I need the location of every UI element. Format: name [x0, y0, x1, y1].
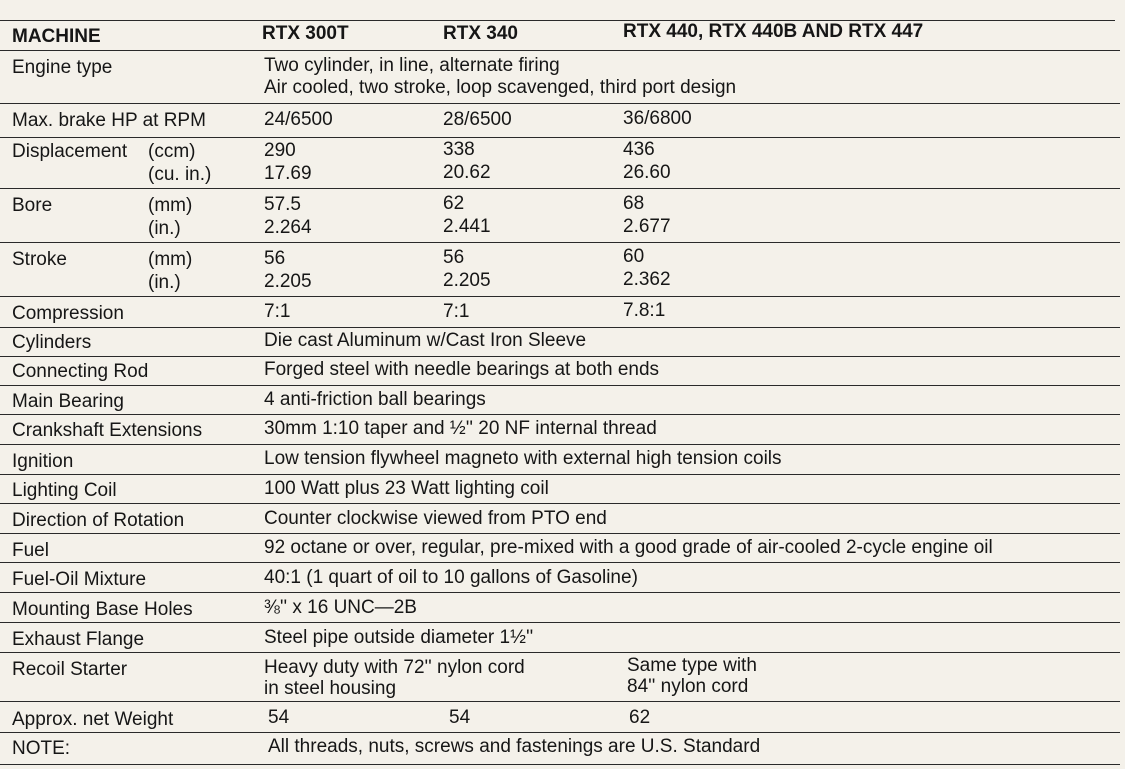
crankshaft-value: 30mm 1:10 taper and ½'' 20 NF internal thread	[264, 418, 657, 439]
stroke-rtx-340-in: 2.205	[443, 270, 491, 291]
connecting-rod-value: Forged steel with needle bearings at both ends	[264, 359, 660, 380]
displacement-unit-ccm: (ccm)	[148, 141, 196, 162]
rule	[0, 296, 1120, 297]
note-value: All threads, nuts, screws and fastenings are U.S. Standard	[268, 736, 761, 757]
crankshaft-label: Crankshaft Extensions	[12, 420, 203, 441]
exhaust-label: Exhaust Flange	[12, 629, 145, 650]
note-label: NOTE:	[12, 738, 71, 759]
rotation-value: Counter clockwise viewed from PTO end	[264, 508, 607, 529]
mounting-label: Mounting Base Holes	[12, 599, 193, 620]
header-rtx-440: RTX 440, RTX 440B AND RTX 447	[623, 21, 924, 42]
max-hp-rtx-440: 36/6800	[623, 108, 692, 129]
stroke-label: Stroke	[12, 249, 67, 270]
displacement-rtx-300t-ccm: 290	[264, 140, 296, 161]
rule	[0, 356, 1120, 357]
rule	[0, 444, 1120, 445]
connecting-rod-label: Connecting Rod	[12, 361, 149, 382]
bore-rtx-440-in: 2.677	[623, 216, 671, 237]
rule	[0, 414, 1120, 415]
recoil-rtx-300t-340-line2: in steel housing	[264, 678, 397, 699]
bore-rtx-340-mm: 62	[443, 193, 465, 214]
displacement-rtx-340-ccm: 338	[443, 139, 475, 160]
rule	[0, 652, 1120, 653]
lighting-coil-label: Lighting Coil	[12, 480, 117, 501]
compression-rtx-440: 7.8:1	[623, 300, 666, 321]
rule	[0, 503, 1120, 504]
max-hp-label: Max. brake HP at RPM	[12, 110, 206, 131]
mounting-value: ⅜'' x 16 UNC—2B	[264, 597, 417, 618]
cylinders-value: Die cast Aluminum w/Cast Iron Sleeve	[264, 330, 587, 351]
rule	[0, 533, 1120, 534]
lighting-coil-value: 100 Watt plus 23 Watt lighting coil	[264, 478, 549, 499]
ignition-value: Low tension flywheel magneto with external high tension coils	[264, 448, 782, 469]
bore-unit-mm: (mm)	[148, 195, 193, 216]
stroke-unit-mm: (mm)	[148, 249, 193, 270]
ignition-label: Ignition	[12, 451, 74, 472]
rule	[0, 385, 1120, 386]
max-hp-rtx-300t: 24/6500	[264, 109, 333, 130]
header-machine: MACHINE	[12, 26, 101, 47]
bore-rtx-300t-mm: 57.5	[264, 194, 301, 215]
header-rtx-340: RTX 340	[443, 23, 518, 44]
engine-type-label: Engine type	[12, 57, 113, 78]
rule-header	[0, 50, 1120, 51]
rule	[0, 103, 1120, 104]
displacement-label: Displacement	[12, 141, 128, 162]
stroke-rtx-300t-mm: 56	[264, 248, 286, 269]
rule-top	[0, 20, 1115, 21]
max-hp-rtx-340: 28/6500	[443, 109, 512, 130]
fuel-label: Fuel	[12, 540, 49, 561]
weight-rtx-440: 62	[629, 707, 651, 728]
rule	[0, 188, 1120, 189]
exhaust-value: Steel pipe outside diameter 1½''	[264, 627, 534, 648]
stroke-rtx-440-in: 2.362	[623, 269, 671, 290]
rule	[0, 242, 1120, 243]
weight-rtx-300t: 54	[268, 707, 290, 728]
bore-unit-in: (in.)	[148, 218, 181, 239]
fuel-oil-value: 40:1 (1 quart of oil to 10 gallons of Gasoline)	[264, 567, 638, 588]
cylinders-label: Cylinders	[12, 332, 92, 353]
stroke-rtx-300t-in: 2.205	[264, 271, 312, 292]
compression-label: Compression	[12, 303, 124, 324]
fuel-oil-label: Fuel-Oil Mixture	[12, 569, 147, 590]
bore-label: Bore	[12, 195, 53, 216]
engine-type-line2: Air cooled, two stroke, loop scavenged, third port design	[264, 77, 737, 98]
engine-type-line1: Two cylinder, in line, alternate firing	[264, 55, 560, 76]
recoil-rtx-440-line1: Same type with	[627, 655, 757, 676]
compression-rtx-300t: 7:1	[264, 301, 291, 322]
displacement-rtx-440-ccm: 436	[623, 139, 655, 160]
recoil-rtx-300t-340-line1: Heavy duty with 72'' nylon cord	[264, 657, 525, 678]
rotation-label: Direction of Rotation	[12, 510, 185, 531]
rule	[0, 622, 1120, 623]
stroke-rtx-440-mm: 60	[623, 246, 645, 267]
stroke-rtx-340-mm: 56	[443, 247, 465, 268]
displacement-rtx-340-cuin: 20.62	[443, 162, 491, 183]
bore-rtx-440-mm: 68	[623, 193, 645, 214]
recoil-rtx-440-line2: 84'' nylon cord	[627, 676, 749, 697]
compression-rtx-340: 7:1	[443, 301, 470, 322]
rule	[0, 732, 1120, 733]
recoil-label: Recoil Starter	[12, 659, 128, 680]
rule-bottom	[0, 764, 1120, 765]
stroke-unit-in: (in.)	[148, 272, 181, 293]
bore-rtx-340-in: 2.441	[443, 216, 491, 237]
displacement-rtx-440-cuin: 26.60	[623, 162, 671, 183]
rule	[0, 562, 1120, 563]
fuel-value: 92 octane or over, regular, pre-mixed with a good grade of air-cooled 2-cycle engine oil	[264, 537, 993, 558]
header-rtx-300t: RTX 300T	[262, 23, 349, 44]
displacement-rtx-300t-cuin: 17.69	[264, 163, 312, 184]
rule	[0, 474, 1120, 475]
main-bearing-label: Main Bearing	[12, 391, 124, 412]
displacement-unit-cuin: (cu. in.)	[148, 164, 212, 185]
rule	[0, 137, 1120, 138]
rule	[0, 327, 1120, 328]
main-bearing-value: 4 anti-friction ball bearings	[264, 389, 486, 410]
bore-rtx-300t-in: 2.264	[264, 217, 312, 238]
rule	[0, 701, 1120, 702]
weight-rtx-340: 54	[449, 707, 471, 728]
weight-label: Approx. net Weight	[12, 709, 174, 730]
rule	[0, 592, 1120, 593]
